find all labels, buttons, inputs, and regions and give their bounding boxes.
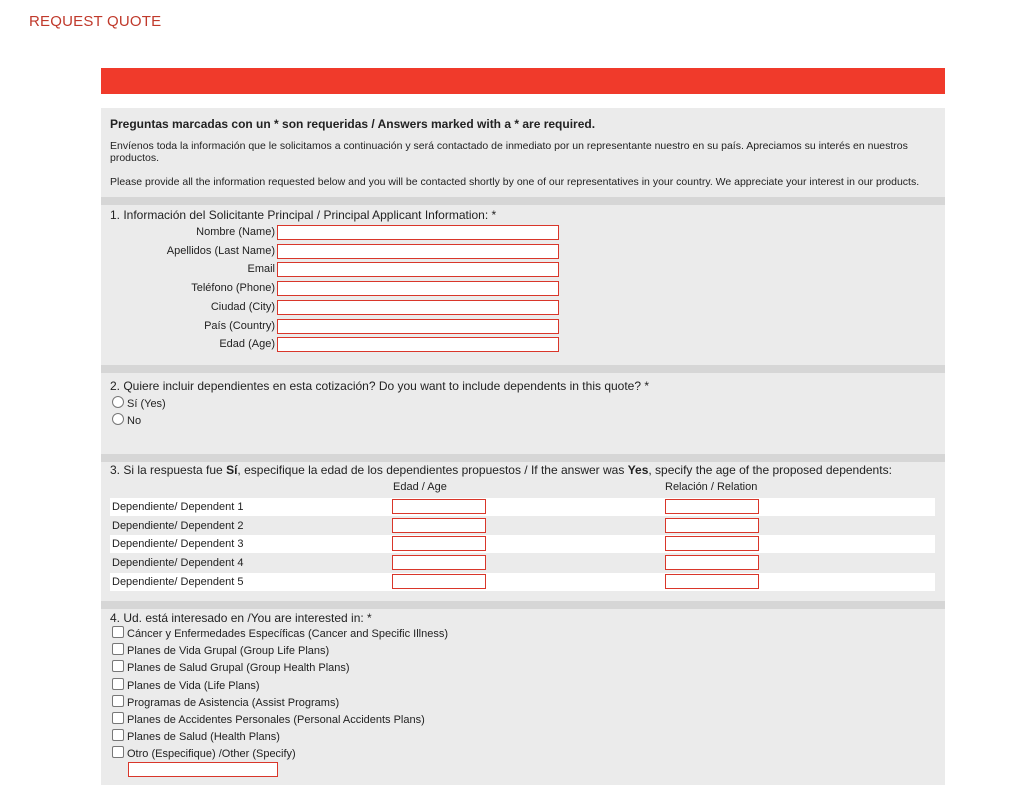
section3-title-part: 3. Si la respuesta fue: [110, 463, 227, 477]
section2-title: 2. Quiere incluir dependientes en esta cotización? Do you want to include dependents in this quote? *: [110, 379, 650, 393]
section-divider: [101, 454, 945, 462]
checkbox[interactable]: [112, 729, 124, 741]
dependent-relation-input[interactable]: [665, 499, 759, 514]
dependent-age-input[interactable]: [392, 499, 486, 514]
col-header-relation: Relación / Relation: [665, 481, 758, 493]
field-age: [101, 336, 945, 353]
dependent-label: Dependiente/ Dependent 3: [112, 538, 244, 550]
checkbox[interactable]: [112, 695, 124, 707]
other-specify-input[interactable]: [128, 762, 278, 777]
checkbox-label: Planes de Vida (Life Plans): [127, 680, 260, 692]
field-label: País (Country): [204, 320, 275, 332]
email-input[interactable]: [277, 262, 559, 277]
checkbox-label: Planes de Salud (Health Plans): [127, 731, 280, 743]
field-label: Ciudad (City): [210, 301, 275, 313]
field-country: [101, 318, 945, 335]
dependent-age-input[interactable]: [392, 518, 486, 533]
section-divider: [101, 365, 945, 373]
section4-title: 4. Ud. está interesado en /You are interested in: *: [110, 611, 372, 625]
checkbox-label: Cáncer y Enfermedades Específicas (Cancer and Specific Illness): [127, 628, 448, 640]
field-label: Edad (Age): [219, 338, 275, 350]
field-label: Teléfono (Phone): [191, 282, 275, 294]
checkbox[interactable]: [112, 626, 124, 638]
interest-option-life[interactable]: [112, 678, 260, 694]
dependent-label: Dependiente/ Dependent 2: [112, 520, 244, 532]
field-name: [101, 224, 945, 241]
checkbox[interactable]: [112, 712, 124, 724]
checkbox[interactable]: [112, 678, 124, 690]
checkbox-label: Planes de Vida Grupal (Group Life Plans): [127, 645, 330, 657]
section3-title: [110, 463, 892, 477]
section-divider: [101, 197, 945, 205]
checkbox-label: Planes de Accidentes Personales (Personal Accidents Plans): [127, 714, 425, 726]
dependent-row: [110, 573, 935, 591]
intro-text-es: Envíenos toda la información que le solicitamos a continuación y será contactado de inmediato por un representante nuestro en su país. Apreciamos su interés en nuestros productos.: [110, 140, 908, 164]
dependent-row: [110, 517, 935, 535]
dependent-relation-input[interactable]: [665, 518, 759, 533]
checkbox[interactable]: [112, 746, 124, 758]
section3-title-si: Sí: [226, 463, 238, 477]
field-label: Apellidos (Last Name): [166, 245, 275, 257]
radio-label: No: [127, 415, 142, 427]
section3-title-yes: Yes: [627, 463, 649, 477]
field-email: [101, 261, 945, 278]
dependent-age-input[interactable]: [392, 555, 486, 570]
field-phone: [101, 280, 945, 297]
checkbox-label: Programas de Asistencia (Assist Programs): [127, 697, 340, 709]
dependent-label: Dependiente/ Dependent 5: [112, 576, 244, 588]
section3-title-part: , especifique la edad de los dependientes propuestos / If the answer was: [237, 463, 628, 477]
field-label: Nombre (Name): [196, 226, 275, 238]
last-name-input[interactable]: [277, 244, 559, 259]
required-note: Preguntas marcadas con un * son requeridas / Answers marked with a * are required.: [110, 117, 596, 131]
interest-option-health[interactable]: [112, 729, 280, 745]
city-input[interactable]: [277, 300, 559, 315]
interest-option-accidents[interactable]: [112, 712, 425, 728]
dependent-row: [110, 554, 935, 572]
dependent-row: [110, 498, 935, 516]
dependent-label: Dependiente/ Dependent 4: [112, 557, 244, 569]
col-header-age: Edad / Age: [393, 481, 447, 493]
checkbox-label: Otro (Especifique) /Other (Specify): [127, 748, 296, 760]
field-label: Email: [247, 263, 275, 275]
dependent-relation-input[interactable]: [665, 555, 759, 570]
section-divider: [101, 601, 945, 609]
section3-title-part: , specify the age of the proposed dependents:: [648, 463, 892, 477]
field-city: [101, 299, 945, 316]
page-title: REQUEST QUOTE: [29, 13, 162, 30]
dependent-age-input[interactable]: [392, 574, 486, 589]
interest-option-group-life[interactable]: [112, 643, 329, 659]
radio-yes[interactable]: [112, 396, 166, 412]
interest-option-group-health[interactable]: [112, 660, 350, 676]
dependent-relation-input[interactable]: [665, 574, 759, 589]
interest-option-cancer[interactable]: [112, 626, 448, 642]
name-input[interactable]: [277, 225, 559, 240]
radio-label: Sí (Yes): [127, 398, 166, 410]
header-bar: [101, 68, 945, 94]
intro-section: [101, 108, 945, 188]
section1-title: 1. Información del Solicitante Principal / Principal Applicant Information: *: [110, 208, 497, 222]
checkbox-label: Planes de Salud Grupal (Group Health Plans): [127, 662, 350, 674]
dependent-label: Dependiente/ Dependent 1: [112, 501, 244, 513]
country-input[interactable]: [277, 319, 559, 334]
interest-option-other[interactable]: [112, 746, 296, 762]
intro-text-en: Please provide all the information requested below and you will be contacted shortly by one of our representatives in your country. We appreciate your interest in our products.: [110, 176, 920, 188]
dependent-relation-input[interactable]: [665, 536, 759, 551]
interest-option-assist[interactable]: [112, 695, 339, 711]
quote-form: [101, 108, 945, 785]
checkbox[interactable]: [112, 660, 124, 672]
radio-no[interactable]: [112, 413, 141, 429]
phone-input[interactable]: [277, 281, 559, 296]
field-last-name: [101, 243, 945, 260]
radio-button[interactable]: [112, 413, 124, 425]
dependent-age-input[interactable]: [392, 536, 486, 551]
age-input[interactable]: [277, 337, 559, 352]
radio-button[interactable]: [112, 396, 124, 408]
checkbox[interactable]: [112, 643, 124, 655]
dependent-row: [110, 535, 935, 553]
